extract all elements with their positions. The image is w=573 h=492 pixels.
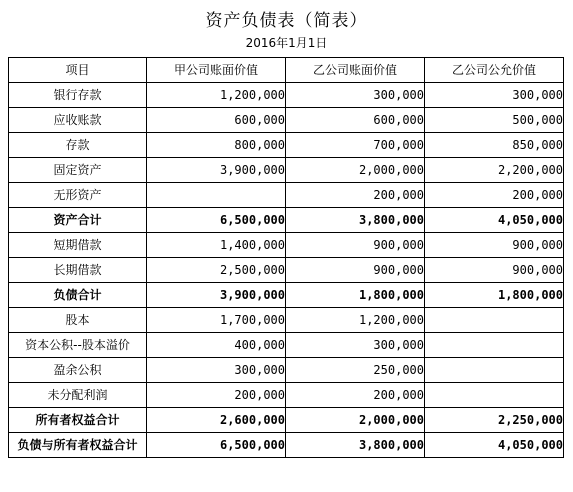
parent-book-value-cell: 1,400,000	[147, 233, 286, 258]
sub-fair-value-cell: 850,000	[425, 133, 564, 158]
sub-book-value-cell: 600,000	[286, 108, 425, 133]
parent-book-value-cell: 3,900,000	[147, 158, 286, 183]
table-row	[9, 108, 564, 133]
sub-fair-value-cell: 2,250,000	[425, 408, 564, 433]
total-row	[9, 283, 564, 308]
sub-fair-value-cell: 200,000	[425, 183, 564, 208]
parent-book-value-cell: 300,000	[147, 358, 286, 383]
parent-book-value-cell: 2,500,000	[147, 258, 286, 283]
row-label: 固定资产	[9, 158, 147, 183]
table-row	[9, 183, 564, 208]
sub-book-value-cell: 1,800,000	[286, 283, 425, 308]
sub-book-value-cell: 2,000,000	[286, 408, 425, 433]
sub-fair-value-cell: 1,800,000	[425, 283, 564, 308]
row-label: 负债合计	[9, 283, 147, 308]
row-label: 负债与所有者权益合计	[9, 433, 147, 458]
parent-book-value-cell: 3,900,000	[147, 283, 286, 308]
parent-book-value-cell: 1,200,000	[147, 83, 286, 108]
parent-book-value-cell: 800,000	[147, 133, 286, 158]
sub-fair-value-cell: 2,200,000	[425, 158, 564, 183]
row-label: 长期借款	[9, 258, 147, 283]
row-label: 资产合计	[9, 208, 147, 233]
report-date: 2016年1月1日	[245, 36, 328, 50]
table-row	[9, 308, 564, 333]
table-row	[9, 83, 564, 108]
parent-book-value-cell: 400,000	[147, 333, 286, 358]
header-parent-book-value: 甲公司账面价值	[147, 58, 286, 83]
sub-book-value-cell: 300,000	[286, 333, 425, 358]
table-row	[9, 358, 564, 383]
table-row	[9, 258, 564, 283]
balance-sheet-table	[8, 57, 564, 458]
table-row	[9, 133, 564, 158]
parent-book-value-cell: 1,700,000	[147, 308, 286, 333]
page-title: 资产负债表（简表）	[205, 11, 368, 31]
row-label: 存款	[9, 133, 147, 158]
total-row	[9, 433, 564, 458]
row-label: 所有者权益合计	[9, 408, 147, 433]
table-row	[9, 158, 564, 183]
total-row	[9, 408, 564, 433]
table-row	[9, 333, 564, 358]
row-label: 未分配利润	[9, 383, 147, 408]
table-row	[9, 383, 564, 408]
parent-book-value-cell	[147, 183, 286, 208]
row-label: 资本公积--股本溢价	[9, 333, 147, 358]
sub-fair-value-cell	[425, 308, 564, 333]
parent-book-value-cell: 600,000	[147, 108, 286, 133]
sub-fair-value-cell	[425, 383, 564, 408]
row-label: 股本	[9, 308, 147, 333]
table-row	[9, 233, 564, 258]
sub-book-value-cell: 300,000	[286, 83, 425, 108]
row-label: 无形资产	[9, 183, 147, 208]
sub-fair-value-cell: 4,050,000	[425, 433, 564, 458]
sub-book-value-cell: 250,000	[286, 358, 425, 383]
header-sub-book-value: 乙公司账面价值	[286, 58, 425, 83]
sub-book-value-cell: 200,000	[286, 183, 425, 208]
sub-fair-value-cell: 4,050,000	[425, 208, 564, 233]
row-label: 银行存款	[9, 83, 147, 108]
sub-fair-value-cell: 900,000	[425, 233, 564, 258]
sub-book-value-cell: 3,800,000	[286, 208, 425, 233]
row-label: 应收账款	[9, 108, 147, 133]
row-label: 盈余公积	[9, 358, 147, 383]
total-row	[9, 208, 564, 233]
sub-book-value-cell: 900,000	[286, 258, 425, 283]
sub-book-value-cell: 3,800,000	[286, 433, 425, 458]
sub-book-value-cell: 200,000	[286, 383, 425, 408]
sub-fair-value-cell	[425, 333, 564, 358]
header-sub-fair-value: 乙公司公允价值	[425, 58, 564, 83]
sub-book-value-cell: 2,000,000	[286, 158, 425, 183]
header-item: 项目	[9, 58, 147, 83]
header-row	[9, 58, 564, 83]
parent-book-value-cell: 2,600,000	[147, 408, 286, 433]
sub-fair-value-cell: 300,000	[425, 83, 564, 108]
parent-book-value-cell: 6,500,000	[147, 433, 286, 458]
sub-book-value-cell: 900,000	[286, 233, 425, 258]
table-body	[9, 83, 564, 458]
sub-fair-value-cell: 500,000	[425, 108, 564, 133]
sub-book-value-cell: 1,200,000	[286, 308, 425, 333]
sub-book-value-cell: 700,000	[286, 133, 425, 158]
sub-fair-value-cell: 900,000	[425, 258, 564, 283]
sub-fair-value-cell	[425, 358, 564, 383]
parent-book-value-cell: 6,500,000	[147, 208, 286, 233]
parent-book-value-cell: 200,000	[147, 383, 286, 408]
row-label: 短期借款	[9, 233, 147, 258]
